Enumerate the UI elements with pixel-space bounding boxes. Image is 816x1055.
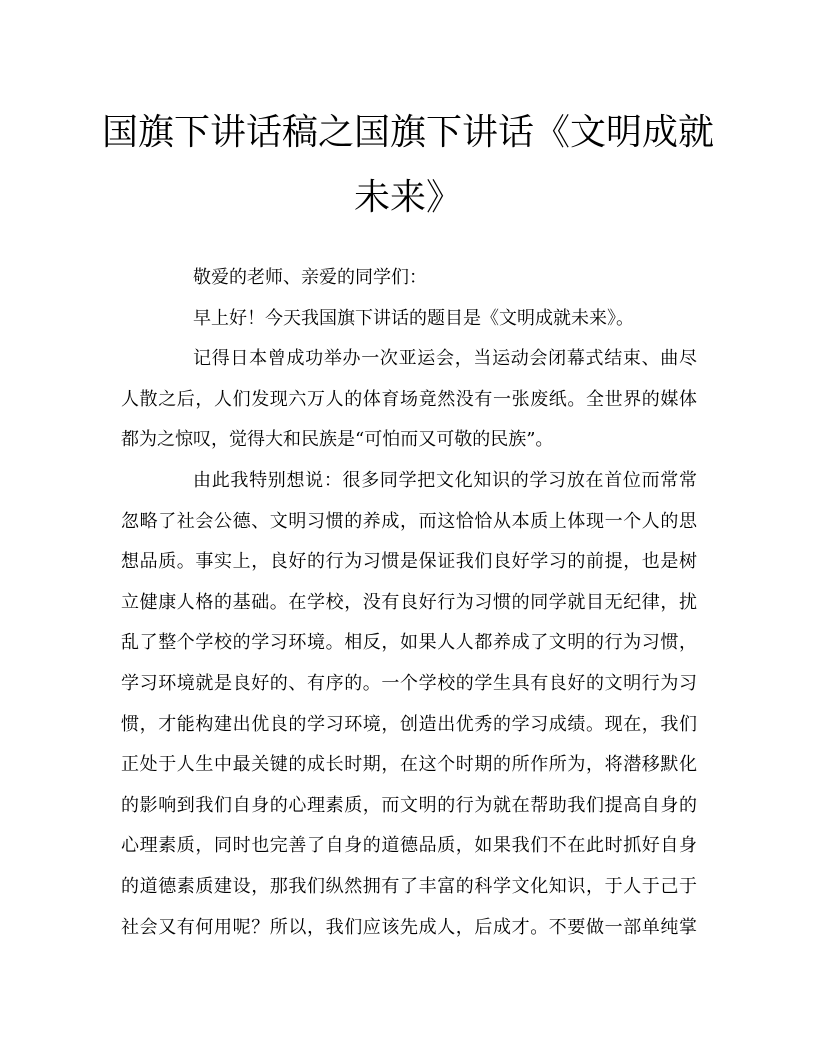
paragraph-line: 的影响到我们自身的心理素质，而文明的行为就在帮助我们提高自身的 <box>121 794 697 816</box>
paragraph-line: 惯，才能构建出优良的学习环境，创造出优秀的学习成绩。现在，我们 <box>121 713 697 735</box>
paragraph-line: 敬爱的老师、亲爱的同学们： <box>193 267 427 288</box>
document-title <box>100 100 716 230</box>
document-body <box>121 258 697 948</box>
title-line-2: 未来》 <box>353 177 462 218</box>
paragraph-line: 社会又有何用呢？所以，我们应该先成人，后成才。不要做一部单纯掌 <box>121 916 697 938</box>
paragraph-line: 的道德素质建设，那我们纵然拥有了丰富的科学文化知识，于人于己于 <box>121 875 697 897</box>
paragraph-line: 忽略了社会公德、文明习惯的养成，而这恰恰从本质上体现一个人的思 <box>121 510 697 532</box>
paragraph-line: 由此我特别想说：很多同学把文化知识的学习放在首位而常常 <box>193 469 697 491</box>
paragraph-line: 都为之惊叹，觉得大和民族是“可怕而又可敬的民族”。 <box>121 429 554 451</box>
paragraph-line: 心理素质，同时也完善了自身的道德品质，如果我们不在此时抓好自身 <box>121 835 697 857</box>
paragraph-line: 记得日本曾成功举办一次亚运会，当运动会闭幕式结束、曲尽 <box>193 348 697 370</box>
paragraph-line: 想品质。事实上，良好的行为习惯是保证我们良好学习的前提，也是树 <box>121 551 697 573</box>
paragraph-line: 学习环境就是良好的、有序的。一个学校的学生具有良好的文明行为习 <box>121 672 697 694</box>
paragraph-line: 立健康人格的基础。在学校，没有良好行为习惯的同学就目无纪律，扰 <box>121 591 697 613</box>
paragraph-line: 乱了整个学校的学习环境。相反，如果人人都养成了文明的行为习惯， <box>121 632 697 654</box>
paragraph-line: 人散之后，人们发现六万人的体育场竟然没有一张废纸。全世界的媒体 <box>121 388 697 410</box>
paragraph-line: 正处于人生中最关键的成长时期，在这个时期的所作所为，将潜移默化 <box>121 754 697 776</box>
paragraph-line: 早上好！今天我国旗下讲话的题目是《文明成就未来》。 <box>193 307 634 329</box>
title-line-1: 国旗下讲话稿之国旗下讲话《文明成就 <box>101 112 714 153</box>
